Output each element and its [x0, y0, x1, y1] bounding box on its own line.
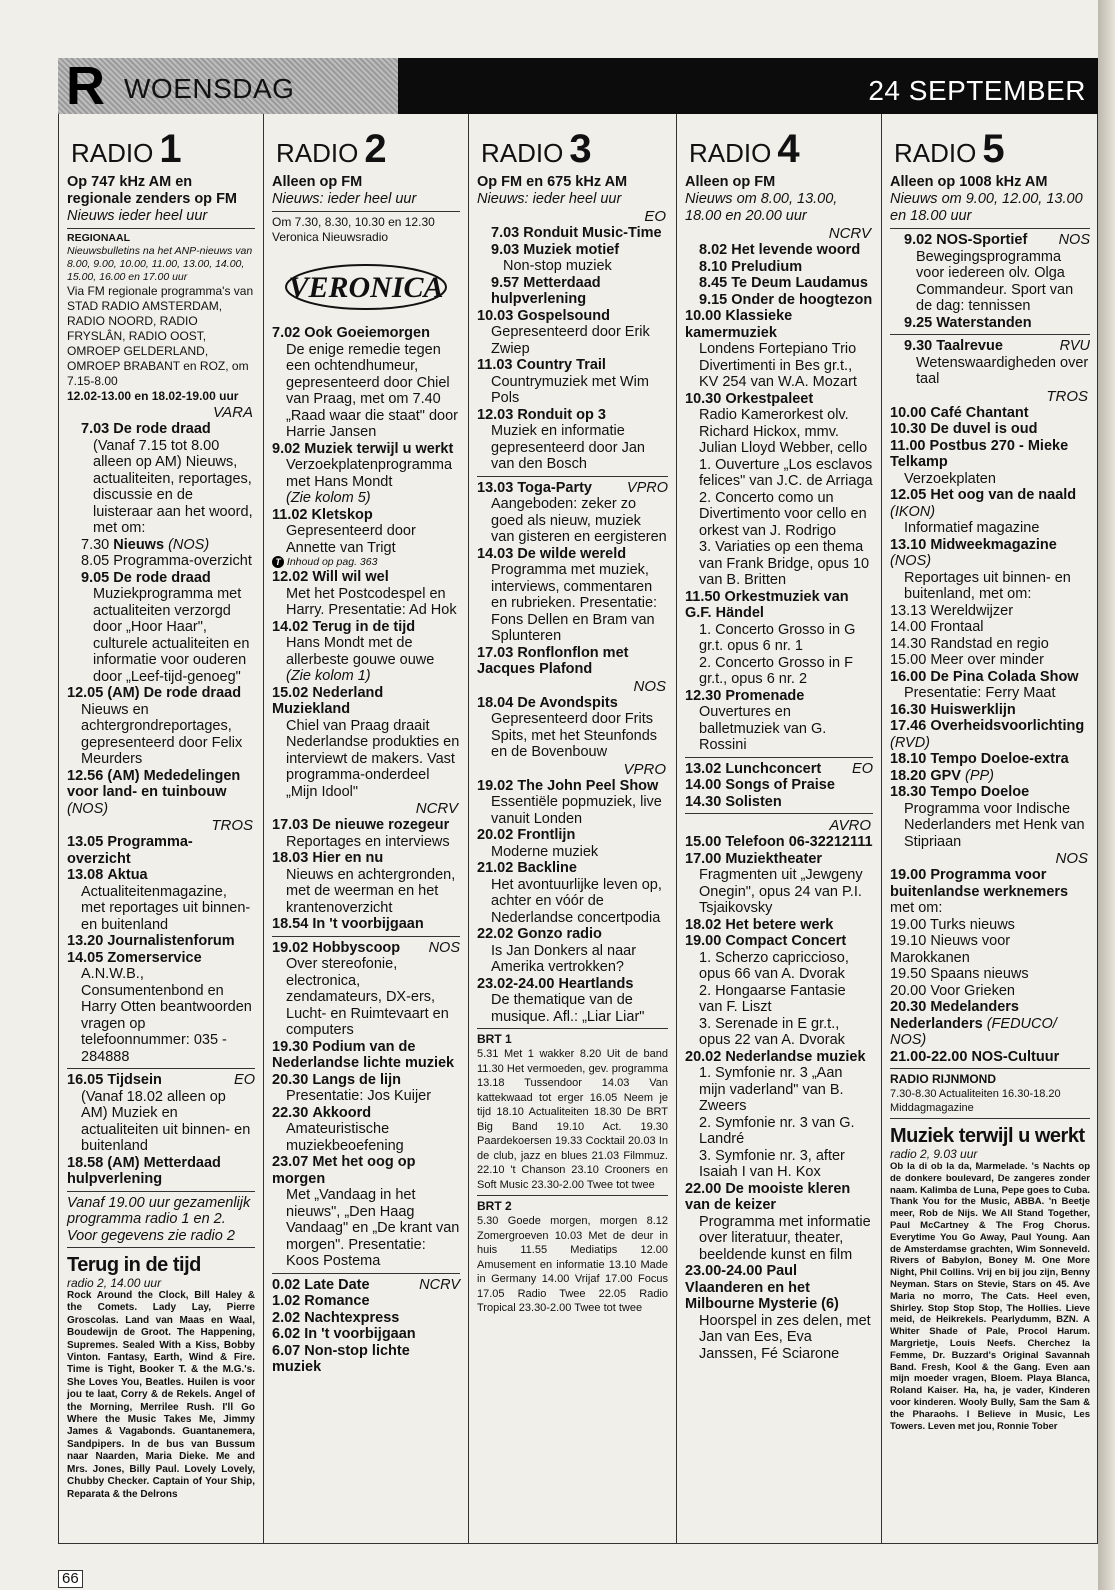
program-item: 18.30 Tempo Doeloe [890, 784, 1030, 800]
program-item: 9.57 Metterdaad hulpverlening [491, 274, 601, 307]
program-item: 14.30 Solisten [685, 793, 782, 810]
column-radio-1: RADIO 1 Op 747 kHz AM en regionale zenders op FM Nieuws ieder heel uur REGIONAAL Nieuwsbulletins na het ANP-nieuws van 8.00, 9.00, 10.00, 11.00, 13.00, 14.00, 15.00, 16.00 en 17.00 uur Via FM regionale programma's van STAD RADIO AMSTERDAM, RADIO NOORD, RADIO FRYSLÂN, RADIO OOST, OMROEP GELDERLAND, OMROEP BRABANT en ROZ, om 7.15-8.00 12.02-13.00 en 18.02-19.00 uur VARA 7.03 De rode draad (Vanaf 7.15 tot 8.00 alleen op AM) Nieuws, actualiteiten, reportages, discussie en de luisteraar aan het woord, met om: 7.30 Nieuws (NOS) 8.05 Programma-overzicht 9.05 De rode draad Muziekprogramma met actualiteiten verzorgd door „Hoor Haar", culturele actualiteiten en informatie voor ouderen door „Leef-tijd-genoeg" 12.05 (AM) De rode draad Nieuws en achtergrondreportages, gepresenteerd door Felix Meurders 12.56 (AM) Mededelingen voor land- en tuinbouw (NOS) TROS 13.05 Programma-overzicht 13.08 Aktua Actualiteitenmagazine, met reportages uit binnen- en buitenland 13.20 Journalistenforum 14.05 Zomerservice A.N.W.B., Consumentenbond en Harry Otten beantwoorden vragen op telefoonnummer: 035 - 284888 16.05 Tijdsein EO (Vanaf 18.02 alleen op AM) Muziek en actualiteiten uit binnen- en buitenland 18.58 (AM) Metterdaad hulpverlening Vanaf 19.00 uur gezamenlijk programma radio 1 en 2. Voor gegevens zie radio 2 Terug in de tijd radio 2, 14.00 uur Rock Around the Clock, Bill Haley & the Comets. Lady Lay, Pierre Groscolas. Land van Maas en Waal, Boudewijn de Groot. The Happening, Supremes. Sealed With a Kiss, Bobby Vinton. Fantasy, Earth, Wind & Fire. Time is Tight, Booker T. & the M.G.'s. She Loves You, Beatles. Huilen is voor jou te laat, Corry & de Rekels. Angel of the Morning, Merrilee Rush. I'll Go Where the Music Takes Me, Jimmy James & Vagabonds. Guantanemera, Sandpipers. In de bus van Bussum naar Naarden, Maria Dieke. Me and Mrs. Jones, Billy Paul. Lovely Lovely, Chubby Checker. Captain of Your Ship, Reparata & the Delrons [67, 127, 255, 1500]
program-item: 14.00 Songs of Praise [685, 777, 835, 793]
page-edge [1098, 0, 1115, 1590]
brt2-heading: BRT 2 [477, 1199, 512, 1213]
broadcaster-label: NOS [633, 677, 666, 695]
program-item: 18.10 Tempo Doeloe-extra [890, 751, 1069, 767]
program-item: 17.46 Overheidsvoorlichting (RVD) [890, 718, 1085, 751]
program-item: 9.02 Muziek terwijl u werkt [272, 440, 454, 457]
playlist: Ob la di ob la da, Marmelade. 's Nachts op de donkere boulevard, De zangeres zonder naam. Kalimba de Luna, Pepe goes to Cuba. Thank You for the Music, ABBA. 'n Beetje meer, Rob de Nijs. We All Stand Together, Paul McCartney & The Frog Chorus. Everytime You Go Away, Paul Young. Aan de Amsterdamse grachten, Wim Sonneveld. Rivers of Babylon, Boney M. One More Night, Phil Collins. Vrij en bij jou zijn, Benny Neyman. Stars on Stevie, Stars on 45. Ave Maria no morro, The Cats. Heel even, Shirley. Stop Stop Stop, The Hollies. Lieve meid, de Heikrekels. Pearlydumm, BZN. A Whiter Shade of Pale, Procol Harum. Margrietje, Louis Neefs. Cherchez la Femme, Dr. Buzzard's Original Savannah Band. Fresh, Kool & the Gang. Even aan mijn moeder vragen, Bloem. Playa Blanca, Roland Kaiser. Ha, ha, je vader, Kinderen voor kinderen. Wooly Bully, Sam the Sam & the Pharaohs. I Believe in Music, Les Towers. Leven met jou, Ronnie Tober [890, 1161, 1090, 1432]
news-schedule: Nieuws om 9.00, 12.00, 13.00 en 18.00 uur [890, 191, 1083, 224]
program-item: 7.03 Ronduit Music-Time [491, 225, 662, 241]
program-item: 9.25 Waterstanden [904, 314, 1032, 331]
brt2-schedule: 5.30 Goede morgen, morgen 8.12 Zomergroeven 10.03 Met de deur in huis 11.55 Mediatips 12.00 Amusement en informatie 13.10 Made in Germany 14.00 Vrijaf 17.00 Focus 17.05 Radio Twee 22.05 Radio Tropical 23.30-2.00 Twee tot twee [477, 1215, 668, 1314]
header-day-block [58, 58, 398, 114]
program-item: 9.05 De rode draad [81, 569, 211, 586]
program-item: 14.05 Zomerservice [67, 949, 202, 966]
program-item: 10.30 Orkestpaleet [685, 390, 814, 407]
program-item: 21.02 Backline [477, 860, 577, 876]
program-item: 8.10 Preludium [699, 258, 803, 275]
program-item: 21.00-22.00 NOS-Cultuur [890, 1048, 1060, 1065]
program-item: 10.03 Gospelsound [477, 307, 610, 324]
brt1-schedule: 5.31 Met 1 wakker 8.20 Uit de band 11.30 Het vermoeden, gev. programma 13.18 Tussendoor 14.03 Van kattekwaad tot erger 16.05 Neem je tijd 18.10 Actualiteiten 18.30 De BRT Big Band 19.10 Act. 19.30 Paardekoersen 19.33 Cocktail 20.03 In de club, jazz en blues 21.03 Filmmuz. 22.10 't Chanson 23.10 Crooners en Soft Music 23.30-2.00 Twee tot twee [477, 1048, 668, 1191]
svg-text:VERONICA: VERONICA [288, 271, 444, 304]
station-heading: RADIO 2 [276, 127, 387, 171]
program-item: 20.02 Nederlandse muziek [685, 1048, 866, 1065]
program-item: 13.20 Journalistenforum [67, 933, 235, 949]
program-item: 8.02 Het levende woord [699, 242, 861, 258]
program-item: 0.02 Late Date NCRV [272, 1276, 460, 1293]
program-item: 22.00 De mooiste kleren van de keizer [685, 1180, 851, 1213]
station-heading: RADIO 1 [71, 127, 182, 171]
program-item: 12.05 Het oog van de naald (IKON) [890, 487, 1077, 520]
station-heading: RADIO 3 [481, 127, 592, 171]
program-item: 19.00 Programma voor buitenlandse werknemers met om: [890, 867, 1069, 916]
program-item: 18.54 In 't voorbijgaan [272, 916, 424, 932]
program-item: 20.30 Medelanders Nederlanders (FEDUCO/ NOS) [890, 999, 1057, 1048]
program-item: 23.02-24.00 Heartlands [477, 975, 634, 992]
broadcaster-label: AVRO [829, 817, 871, 834]
program-item: 2.02 Nachtexpress [272, 1309, 400, 1326]
regional-block: REGIONAAL Nieuwsbulletins na het ANP-nieuws van 8.00, 9.00, 10.00, 11.00, 13.00, 14.00, 15.00, 16.00 en 17.00 uur [67, 232, 253, 283]
program-item: 20.02 Frontlijn [477, 827, 576, 843]
program-item: 23.00-24.00 Paul Vlaanderen en het Milbourne Mysterie (6) [685, 1263, 839, 1312]
program-item: 14.02 Terug in de tijd [272, 618, 416, 635]
frequency: Alleen op FM [685, 174, 776, 190]
broadcaster-label: TROS [211, 817, 253, 834]
program-item: 17.03 De nieuwe rozegeur [272, 817, 450, 833]
program-item: 11.03 Country Trail [477, 357, 606, 373]
header-date-block [398, 58, 1098, 114]
frequency: Alleen op 1008 kHz AM [890, 174, 1048, 190]
frequency: Op FM en 675 kHz AM [477, 174, 628, 190]
program-item: 1.02 Romance [272, 1293, 370, 1309]
broadcaster-label: NOS [1055, 850, 1088, 867]
playlist: Rock Around the Clock, Bill Haley & the Comets. Lady Lay, Pierre Groscolas. Land van Maas en Waal, Boudewijn de Groot. The Happening, Supremes. Sealed With a Kiss, Bobby Vinton. Fantasy, Earth, Wind & Fire. Time is Tight, Booker T. & the M.G.'s. She Loves You, Beatles. Huilen is voor jou te laat, Corry & de Rekels. Angel of the Morning, Merrilee Rush. I'll Go Where the Music Takes Me, Jimmy James & Vagabonds. Guantanemera, Sandpipers. In de bus van Bussum naar Naarden, Maria Dieke. Me and Mrs. Jones, Billy Paul. Lovely Lovely, Chubby Checker. Captain of Your Ship, Reparata & the Delrons [67, 1290, 255, 1500]
program-item: 19.30 Podium van de Nederlandse lichte muziek [272, 1038, 455, 1071]
column-radio-3: RADIO 3 Op FM en 675 kHz AM Nieuws: ieder heel uur EO 7.03 Ronduit Music-Time 9.03 Muziek motief Non-stop muziek 9.57 Metterdaad hulpverlening 10.03 Gospelsound Gepresenteerd door Erik Zwiep 11.03 Country Trail Countrymuziek met Wim Pols 12.03 Ronduit op 3 Muziek en informatie gepresenteerd door Jan van den Bosch 13.03 Toga-Party VPRO Aangeboden: zeker zo goed als nieuw, muziek van gisteren en eergisteren 14.03 De wilde wereld Programma met muziek, interviews, commentaren en rubrieken. Presentatie: Fons Dellen en Bram van Splunteren 17.03 Ronflonflon met Jacques Plafond NOS 18.04 De Avondspits Gepresenteerd door Frits Spits, met het Steunfonds en de Bovenbouw VPRO 19.02 The John Peel Show Essentiële popmuziek, live vanuit Londen 20.02 Frontlijn Moderne muziek 21.02 Backline Het avontuurlijke leven op, achter en vóór de Nederlandse concertpodia 22.02 Gonzo radio Is Jan Donkers al naar Amerika vertrokken? 23.02-24.00 Heartlands De thematique van de musique. Afl.: „Liar Liar" BRT 1 5.31 Met 1 wakker 8.20 Uit de band 11.30 Het vermoeden, gev. programma 13.18 Tussendoor 14.03 Van kattekwaad tot erger 16.05 Neem je tijd 18.10 Actualiteiten 18.30 De BRT Big Band 19.10 Act. 19.30 Paardekoersen 19.33 Cocktail 20.03 In de club, jazz en blues 21.03 Filmmuz. 22.10 't Chanson 23.10 Crooners en Soft Music 23.30-2.00 Twee tot twee BRT 2 5.30 Goede morgen, morgen 8.12 Zomergroeven 10.03 Met de deur in huis 11.55 Mediatips 12.00 Amusement en informatie 13.10 Made in Germany 14.00 Vrijaf 17.00 Focus 17.05 Radio Twee 22.05 Radio Tropical 23.30-2.00 Twee tot twee [477, 127, 668, 1314]
broadcaster-label: NCRV [415, 800, 458, 817]
date-label: 24 SEPTEMBER [868, 75, 1086, 106]
broadcaster-label: NCRV [828, 225, 871, 242]
page-number: 66 [58, 1570, 83, 1588]
program-item: 18.02 Het betere werk [685, 916, 834, 933]
program-item: 12.02 Will wil wel [272, 569, 389, 585]
column-radio-4: RADIO 4 Alleen op FM Nieuws om 8.00, 13.00, 18.00 en 20.00 uur NCRV 8.02 Het levende woord 8.10 Preludium 8.45 Te Deum Laudamus 9.15 Onder de hoogtezon 10.00 Klassieke kamermuziek Londens Fortepiano Trio Divertimenti in Bes gr.t., KV 254 van W.A. Mozart 10.30 Orkestpaleet Radio Kamerorkest olv. Richard Hickox, mmv. Julian Lloyd Webber, cello 1. Ouverture „Los esclavos felices" van J.C. de Arriaga 2. Concerto como un Divertimento voor cello en orkest van J. Rodrigo 3. Variaties op een thema van Frank Bridge, opus 10 van B. Britten 11.50 Orkestmuziek van G.F. Händel 1. Concerto Grosso in G gr.t. opus 6 nr. 1 2. Concerto Grosso in F gr.t., opus 6 nr. 2 12.30 Promenade Ouvertures en balletmuziek van G. Rossini 13.02 Lunchconcert EO 14.00 Songs of Praise 14.30 Solisten AVRO 15.00 Telefoon 06-32212111 17.00 Muziektheater Fragmenten uit „Jewgeny Onegin", opus 24 van P.I. Tsjaikovsky 18.02 Het betere werk 19.00 Compact Concert 1. Scherzo capriccioso, opus 66 van A. Dvorak 2. Hongaarse Fantasie van F. Liszt 3. Serenade in E gr.t., opus 22 van A. Dvorak 20.02 Nederlandse muziek 1. Symfonie nr. 3 „Aan mijn vaderland" van B. Zweers 2. Symfonie nr. 3 van G. Landré 3. Symfonie nr. 3, after Isaiah I van H. Kox 22.00 De mooiste kleren van de keizer Programma met informatie over literatuur, theater, beeldende kunst en film 23.00-24.00 Paul Vlaanderen en het Milbourne Mysterie (6) Hoorspel in zes delen, met Jan van Ees, Eva Janssen, Fé Sciarone [685, 127, 873, 1362]
program-item: 9.03 Muziek motief [491, 241, 620, 258]
station-heading: RADIO 4 [689, 127, 800, 171]
program-item: 18.03 Hier en nu [272, 850, 384, 866]
program-item: 17.00 Muziektheater [685, 850, 823, 867]
day-label: WOENSDAG [124, 73, 295, 104]
broadcaster-label: VPRO [623, 760, 666, 778]
program-item: 12.05 (AM) De rode draad [67, 685, 242, 701]
program-item: 10.00 Café Chantant [890, 404, 1029, 421]
program-item: 19.02 Hobbyscoop NOS [272, 939, 460, 956]
broadcaster-label: TROS [1046, 387, 1088, 405]
program-item: 10.00 Klassieke kamermuziek [685, 308, 793, 341]
program-item: 13.03 Toga-Party VPRO [477, 479, 668, 496]
program-item: 9.15 Onder de hoogtezon [699, 291, 873, 308]
teletext-icon: T [272, 556, 284, 568]
program-item: 16.05 Tijdsein EO [67, 1072, 255, 1088]
program-item: 9.02 NOS-Sportief NOS [904, 232, 1090, 248]
note: Vanaf 19.00 uur gezamenlijk programma radio 1 en 2. Voor gegevens zie radio 2 [67, 1194, 251, 1244]
brt1-heading: BRT 1 [477, 1032, 512, 1046]
column-radio-5: RADIO 5 Alleen op 1008 kHz AM Nieuws om 9.00, 12.00, 13.00 en 18.00 uur 9.02 NOS-Sportief NOS Bewegingsprogramma voor iedereen olv. Olga Commandeur. Sport van de dag: tennissen 9.25 Waterstanden 9.30 Taalrevue RVU Wetenswaardigheden over taal TROS 10.00 Café Chantant 10.30 De duvel is oud 11.00 Postbus 270 - Mieke Telkamp Verzoekplaten 12.05 Het oog van de naald (IKON) Informatief magazine 13.10 Midweekmagazine (NOS) Reportages uit binnen- en buitenland, met om: 13.13 Wereldwijzer 14.00 Frontaal 14.30 Randstad en regio 15.00 Meer over minder 16.00 De Pina Colada Show Presentatie: Ferry Maat 16.30 Huiswerklijn 17.46 Overheidsvoorlichting (RVD) 18.10 Tempo Doeloe-extra 18.20 GPV (PP) 18.30 Tempo Doeloe Programma voor Indische Nederlanders met Henk van Stipriaan NOS 19.00 Programma voor buitenlandse werknemers met om: 19.00 Turks nieuws 19.10 Nieuws voor Marokkanen 19.50 Spaans nieuws 20.00 Voor Grieken 20.30 Medelanders Nederlanders (FEDUCO/ NOS) 21.00-22.00 NOS-Cultuur RADIO RIJNMOND 7.30-8.30 Actualiteiten 16.30-18.20 Middagmagazine Muziek terwijl u werkt radio 2, 9.03 uur Ob la di ob la da, Marmelade. 's Nachts op de donkere boulevard, De zangeres zonder naam. Kalimba de Luna, Pepe goes to Cuba. Thank You for the Music, ABBA. 'n Beetje meer, Rob de Nijs. We All Stand Together, Paul McCartney & The Frog Chorus. Everytime You Go Away, Paul Young. Aan de Amsterdamse grachten, Wim Sonneveld. Rivers of Babylon, Boney M. One More Night, Phil Collins. Vrij en bij jou zijn, Benny Neyman. Stars on Stevie, Stars on 45. Ave Maria no morro, The Cats. Heel even, Shirley. Stop Stop Stop, The Hollies. Lieve meid, de Heikrekels. Pearlydumm, BZN. A Whiter Shade of Pale, Procol Harum. Margrietje, Louis Neefs. Cherchez la Femme, Dr. Buzzard's Original Savannah Band. Fresh, Kool & the Gang. Even aan mijn moeder vragen, Bloem. Playa Blanca, Roland Kaiser. Ha, ha, je vader, Kinderen voor kinderen. Wooly Bully, Sam the Sam & the Pharaohs. I Believe in Music, Les Towers. Leven met jou, Ronnie Tober [890, 127, 1090, 1432]
radio-letter: R [66, 56, 105, 116]
program-item: 22.30 Akkoord [272, 1104, 372, 1121]
news-schedule: Nieuws: ieder heel uur [477, 191, 622, 207]
program-item: 13.02 Lunchconcert EO [685, 760, 873, 777]
news-schedule: Nieuws: ieder heel uur [272, 191, 417, 207]
program-item: 13.05 Programma-overzicht [67, 834, 193, 867]
veronica-logo [281, 257, 451, 315]
program-item: 10.30 De duvel is oud [890, 421, 1038, 437]
program-item: 18.58 (AM) Metterdaad hulpverlening [67, 1154, 221, 1187]
program-item: 18.04 De Avondspits [477, 694, 618, 711]
program-item: 6.07 Non-stop lichte muziek [272, 1342, 410, 1375]
news-schedule: Nieuws om 8.00, 13.00, 18.00 en 20.00 uur [685, 191, 838, 224]
program-item: 11.50 Orkestmuziek van G.F. Händel [685, 588, 849, 621]
frequency: Alleen op FM [272, 174, 363, 190]
program-item: 11.02 Kletskop [272, 506, 373, 523]
program-item: 11.00 Postbus 270 - Mieke Telkamp [890, 437, 1069, 470]
rijnmond-heading: RADIO RIJNMOND [890, 1072, 997, 1086]
page-header [58, 58, 1098, 114]
program-item: 15.00 Telefoon 06-32212111 [685, 834, 873, 850]
program-item: 15.02 Nederland Muziekland [272, 684, 384, 717]
program-item: 14.03 De wilde wereld [477, 545, 627, 562]
program-item: 19.00 Compact Concert [685, 933, 847, 949]
program-item: 20.30 Langs de lijn [272, 1071, 401, 1088]
rijnmond-schedule: 7.30-8.30 Actualiteiten 16.30-18.20 Middagmagazine [890, 1088, 1061, 1114]
program-item: 12.30 Promenade [685, 687, 805, 704]
program-item: 16.00 De Pina Colada Show [890, 668, 1079, 685]
program-item: 13.10 Midweekmagazine (NOS) [890, 536, 1057, 569]
program-item: 22.02 Gonzo radio [477, 926, 602, 942]
program-item: 6.02 In 't voorbijgaan [272, 1326, 416, 1342]
program-item: 18.20 GPV (PP) [890, 767, 994, 784]
program-item: 12.03 Ronduit op 3 [477, 406, 606, 423]
program-item: 8.45 Te Deum Laudamus [699, 275, 868, 291]
broadcaster-label: VARA [212, 404, 253, 421]
column-radio-2: RADIO 2 Alleen op FM Nieuws: ieder heel uur Om 7.30, 8.30, 10.30 en 12.30 Veronica Nieuwsradio VERONICA 7.02 Ook Goeiemorgen De enige remedie tegen een ochtendhumeur, gepresenteerd door Chiel van Praag, met om 7.40 „Raad waar die staat" door Harrie Jansen 9.02 Muziek terwijl u werkt Verzoekplatenprogramma met Hans Mondt (Zie kolom 5) 11.02 Kletskop Gepresenteerd door Annette van Trigt T Inhoud op pag. 363 12.02 Will wil wel Met het Postcodespel en Harry. Presentatie: Ad Hok 14.02 Terug in de tijd Hans Mondt met de allerbeste gouwe ouwe (Zie kolom 1) 15.02 Nederland Muziekland Chiel van Praag draait Nederlandse produkties en interviewt de makers. Vast programma-onderdeel „Mijn Idool" NCRV 17.03 De nieuwe rozegeur Reportages en interviews 18.03 Hier en nu Nieuws en achtergronden, met de weerman en het krantenoverzicht 18.54 In 't voorbijgaan 19.02 Hobbyscoop NOS Over stereofonie, electronica, zendamateurs, DX-ers, Lucht- en Ruimtevaart en computers 19.30 Podium van de Nederlandse lichte muziek 20.30 Langs de lijn Presentatie: Jos Kuijer 22.30 Akkoord Amateuristische muziekbeoefening 23.07 Met het oog op morgen Met „Vandaag in het nieuws", „Den Haag Vandaag" en „De krant van morgen". Presentatie: Koos Postema 0.02 Late Date NCRV 1.02 Romance 2.02 Nachtexpress 6.02 In 't voorbijgaan 6.07 Non-stop lichte muziek [272, 127, 460, 1375]
broadcaster-label: EO [644, 208, 666, 225]
program-item: 13.08 Aktua [67, 867, 148, 883]
program-item: 19.02 The John Peel Show [477, 777, 659, 794]
program-item: 16.30 Huiswerklijn [890, 701, 1016, 718]
box-title: Muziek terwijl u werkt [890, 1125, 1085, 1147]
program-item: 7.03 De rode draad [81, 421, 211, 437]
frequency: Op 747 kHz AM en regionale zenders op FM [67, 174, 237, 207]
program-item: 12.56 (AM) Mededelingen voor land- en tuinbouw (NOS) [67, 767, 241, 817]
box-title: Terug in de tijd [67, 1254, 201, 1276]
program-item: 7.02 Ook Goeiemorgen [272, 325, 430, 341]
program-item: 23.07 Met het oog op morgen [272, 1154, 416, 1187]
station-heading: RADIO 5 [894, 127, 1005, 171]
program-item: 17.03 Ronflonflon met Jacques Plafond [477, 644, 629, 677]
program-item: 9.30 Taalrevue RVU [904, 338, 1090, 354]
news-schedule: Nieuws ieder heel uur [67, 208, 208, 224]
